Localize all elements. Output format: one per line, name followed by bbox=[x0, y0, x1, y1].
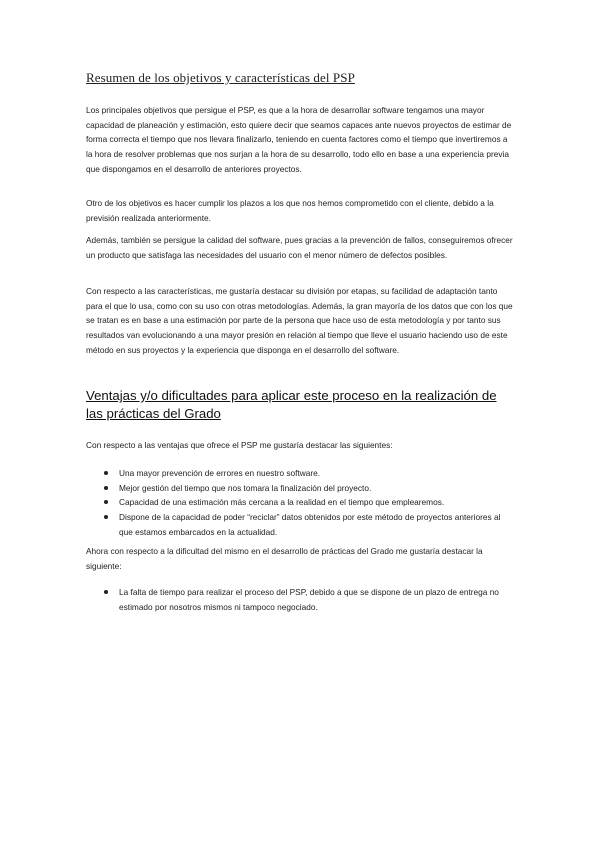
bullet-icon bbox=[104, 471, 108, 475]
advantages-intro: Con respecto a las ventajas que ofrece el PSP me gustaría destacar las siguientes: bbox=[86, 440, 393, 450]
characteristics-paragraph: Con respecto a las características, me gustaría destacar su división por etapas, su facilidad de adaptación tanto para el que lo usa, como con su uso con otras metodologías. Además, la gran mayoría de los datos que con los que se tratan es en base a una estimación por parte de la persona que hace uso de esta metodología y por tanto sus resultados van evolucionando a una mayor presión en relación al tiempo que lleve el usuario haciendo uso de este método en sus proyectos y la experiencia que disponga en el desarrollo del software. bbox=[86, 286, 513, 355]
list-item bbox=[86, 585, 516, 614]
advantage-text: Mejor gestión del tiempo que nos tomara la finalización del proyecto. bbox=[119, 482, 372, 493]
section1-title: Resumen de los objetivos y características del PSP bbox=[86, 70, 355, 85]
list-item bbox=[86, 510, 516, 539]
bullet-icon bbox=[104, 590, 108, 594]
advantage-text: Capacidad de una estimación más cercana a la realidad en el tiempo que emplearemos. bbox=[119, 497, 445, 508]
deadlines-paragraph: Otro de los objetivos es hacer cumplir los plazos a los que nos hemos comprometido con el cliente, debido a la previsión realizada anteriormente. bbox=[86, 198, 494, 223]
advantage-text: Dispone de la capacidad de poder “reciclar” datos obtenidos por este método de proyectos anteriores al que estamos embarcados en la actualidad. bbox=[119, 512, 501, 537]
section2-title: Ventajas y/o dificultades para aplicar este proceso en la realización de las prácticas del Grado bbox=[86, 388, 497, 421]
bullet-icon bbox=[104, 500, 108, 504]
list-item bbox=[86, 495, 516, 510]
advantage-text: Una mayor prevención de errores en nuestro software. bbox=[119, 468, 321, 478]
difficulty-text: La falta de tiempo para realizar el proceso del PSP, debido a que se dispone de un plazo de entrega no estimado por nosotros mismos ni tampoco negociado. bbox=[119, 587, 499, 612]
quality-paragraph: Además, también se persigue la calidad del software, pues gracias a la prevención de fallos, conseguiremos ofrecer un producto que satisfaga las necesidades del usuario con el menor número de defectos posibles. bbox=[86, 235, 513, 260]
list-item bbox=[86, 481, 516, 496]
difficulties-list bbox=[86, 585, 516, 614]
list-item bbox=[86, 466, 516, 481]
advantages-list bbox=[86, 466, 516, 540]
objectives-paragraph: Los principales objetivos que persigue el PSP, es que a la hora de desarrollar software tengamos una mayor capacidad de planeación y estimación, esto quiere decir que seamos capaces ante nuevos proyectos de estimar de forma correcta el tiempo que nos llevara finalizarlo, teniendo en cuenta factores como el tiempo que invertiremos a la hora de resolver problemas que nos surjan a la hora de su desarrollo, todo ello en base a una experiencia previa que dispongamos en el desarrollo de anteriores proyectos. bbox=[86, 105, 512, 174]
bullet-icon bbox=[104, 515, 108, 519]
difficulty-intro: Ahora con respecto a la dificultad del mismo en el desarrollo de prácticas del Grado me gustaría destacar la siguiente: bbox=[86, 546, 483, 571]
bullet-icon bbox=[104, 486, 108, 490]
